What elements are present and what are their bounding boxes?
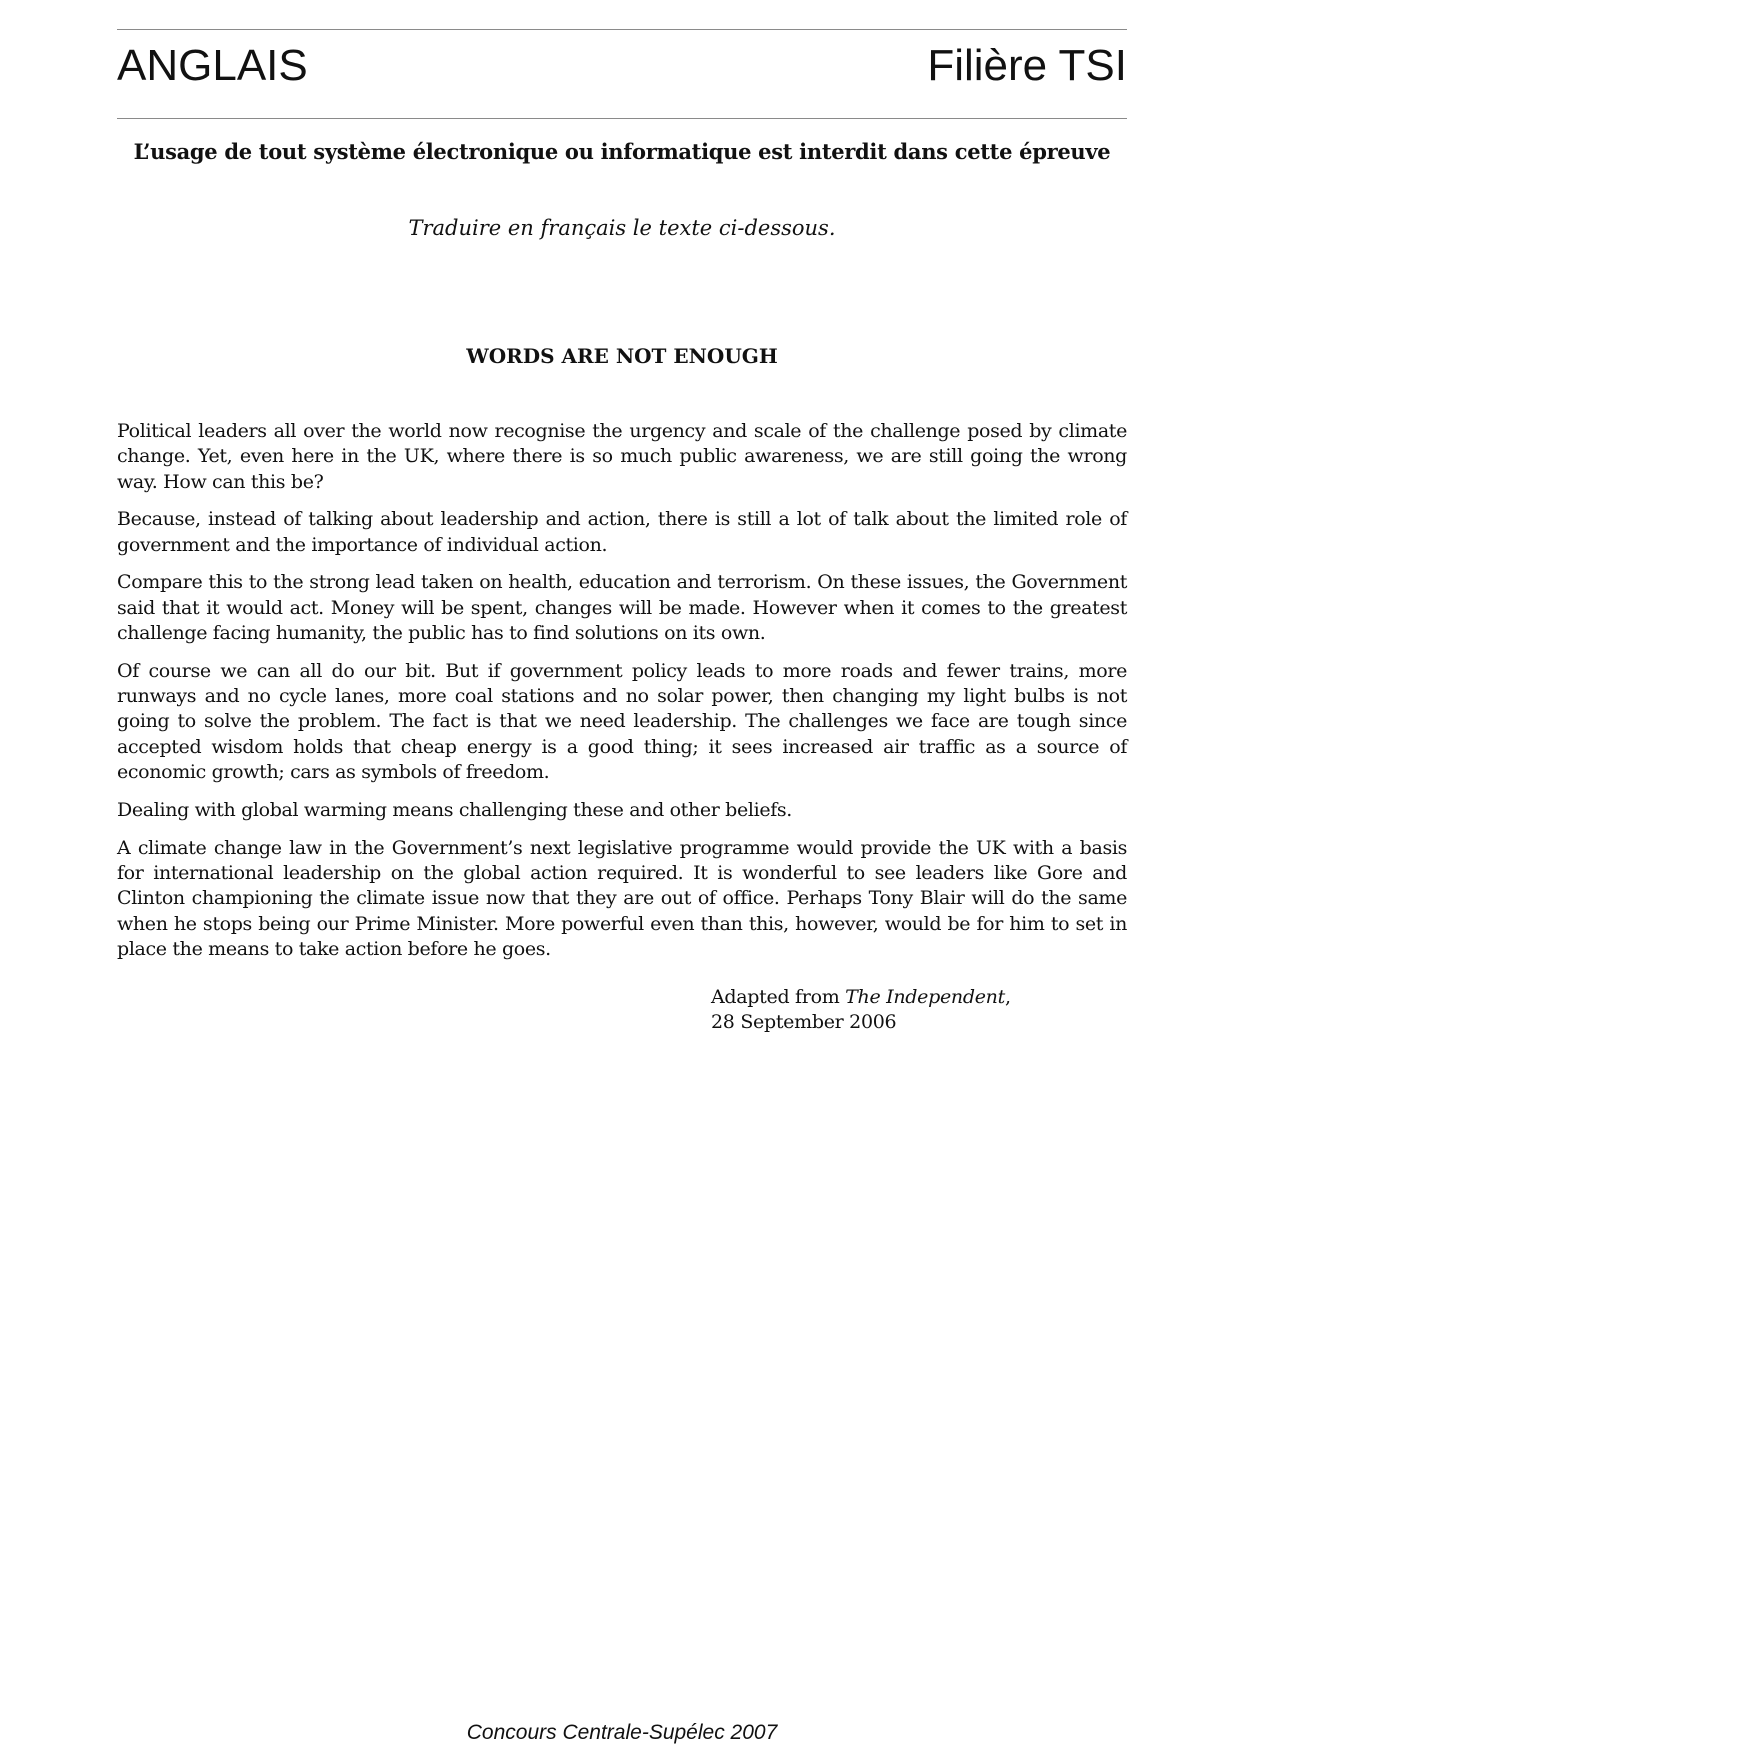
page-footer: Concours Centrale-Supélec 2007 bbox=[466, 1721, 778, 1744]
exam-page bbox=[117, 0, 1127, 1754]
paragraph: Political leaders all over the world now recognise the urgency and scale of the challenge posed by climate change. Yet, even here in the UK, where there is so much public awareness, we are still going the wrong way. How can this be? bbox=[117, 420, 1127, 493]
paragraph: Dealing with global warming means challenging these and other beliefs. bbox=[117, 798, 792, 821]
source-date: 28 September 2006 bbox=[711, 1011, 897, 1034]
paragraph: Compare this to the strong lead taken on health, education and terrorism. On these issues, the Government said that it would act. Money will be spent, changes will be made. However when it comes to the greatest challenge facing humanity, the public has to find solutions on its own. bbox=[117, 571, 1127, 645]
source-publication: The Independent bbox=[845, 986, 1005, 1008]
header-bottom-rule bbox=[117, 118, 1127, 119]
paragraph: Of course we can all do our bit. But if government policy leads to more roads and fewer trains, more runways and no cycle lanes, more coal stations and no solar power, then changing my light bulbs is not going to solve the problem. The fact is that we need leadership. The challenges we face are tough since accepted wisdom holds that cheap energy is a good thing; it sees increased air traffic as a source of economic growth; cars as symbols of freedom. bbox=[117, 659, 1127, 784]
source-prefix: Adapted from bbox=[711, 986, 846, 1008]
paragraph: Because, instead of talking about leadership and action, there is still a lot of talk about the limited role of government and the importance of individual action. bbox=[117, 508, 1127, 556]
source-line bbox=[711, 985, 1011, 1010]
header-top-rule bbox=[117, 29, 1127, 30]
paragraph: A climate change law in the Government’s next legislative programme would provide the UK with a basis for international leadership on the global action required. It is wonderful to see leaders like Gore and Clinton championing the climate issue now that they are out of office. Perhaps Tony Blair will do the same when he stops being our Prime Minister. More powerful even than this, however, would be for him to set in place the means to take action before he goes. bbox=[117, 836, 1127, 960]
subject-label: ANGLAIS bbox=[117, 41, 308, 90]
article-title: WORDS ARE NOT ENOUGH bbox=[466, 344, 778, 368]
translation-instruction: Traduire en français le texte ci-dessous. bbox=[408, 216, 836, 240]
source-suffix: , bbox=[1004, 986, 1011, 1008]
article-body bbox=[117, 419, 1127, 975]
electronics-notice: L’usage de tout système électronique ou informatique est interdit dans cette épreuve bbox=[133, 139, 1111, 164]
article-source bbox=[711, 985, 1011, 1036]
exam-header bbox=[117, 38, 1127, 94]
track-label: Filière TSI bbox=[927, 41, 1127, 90]
